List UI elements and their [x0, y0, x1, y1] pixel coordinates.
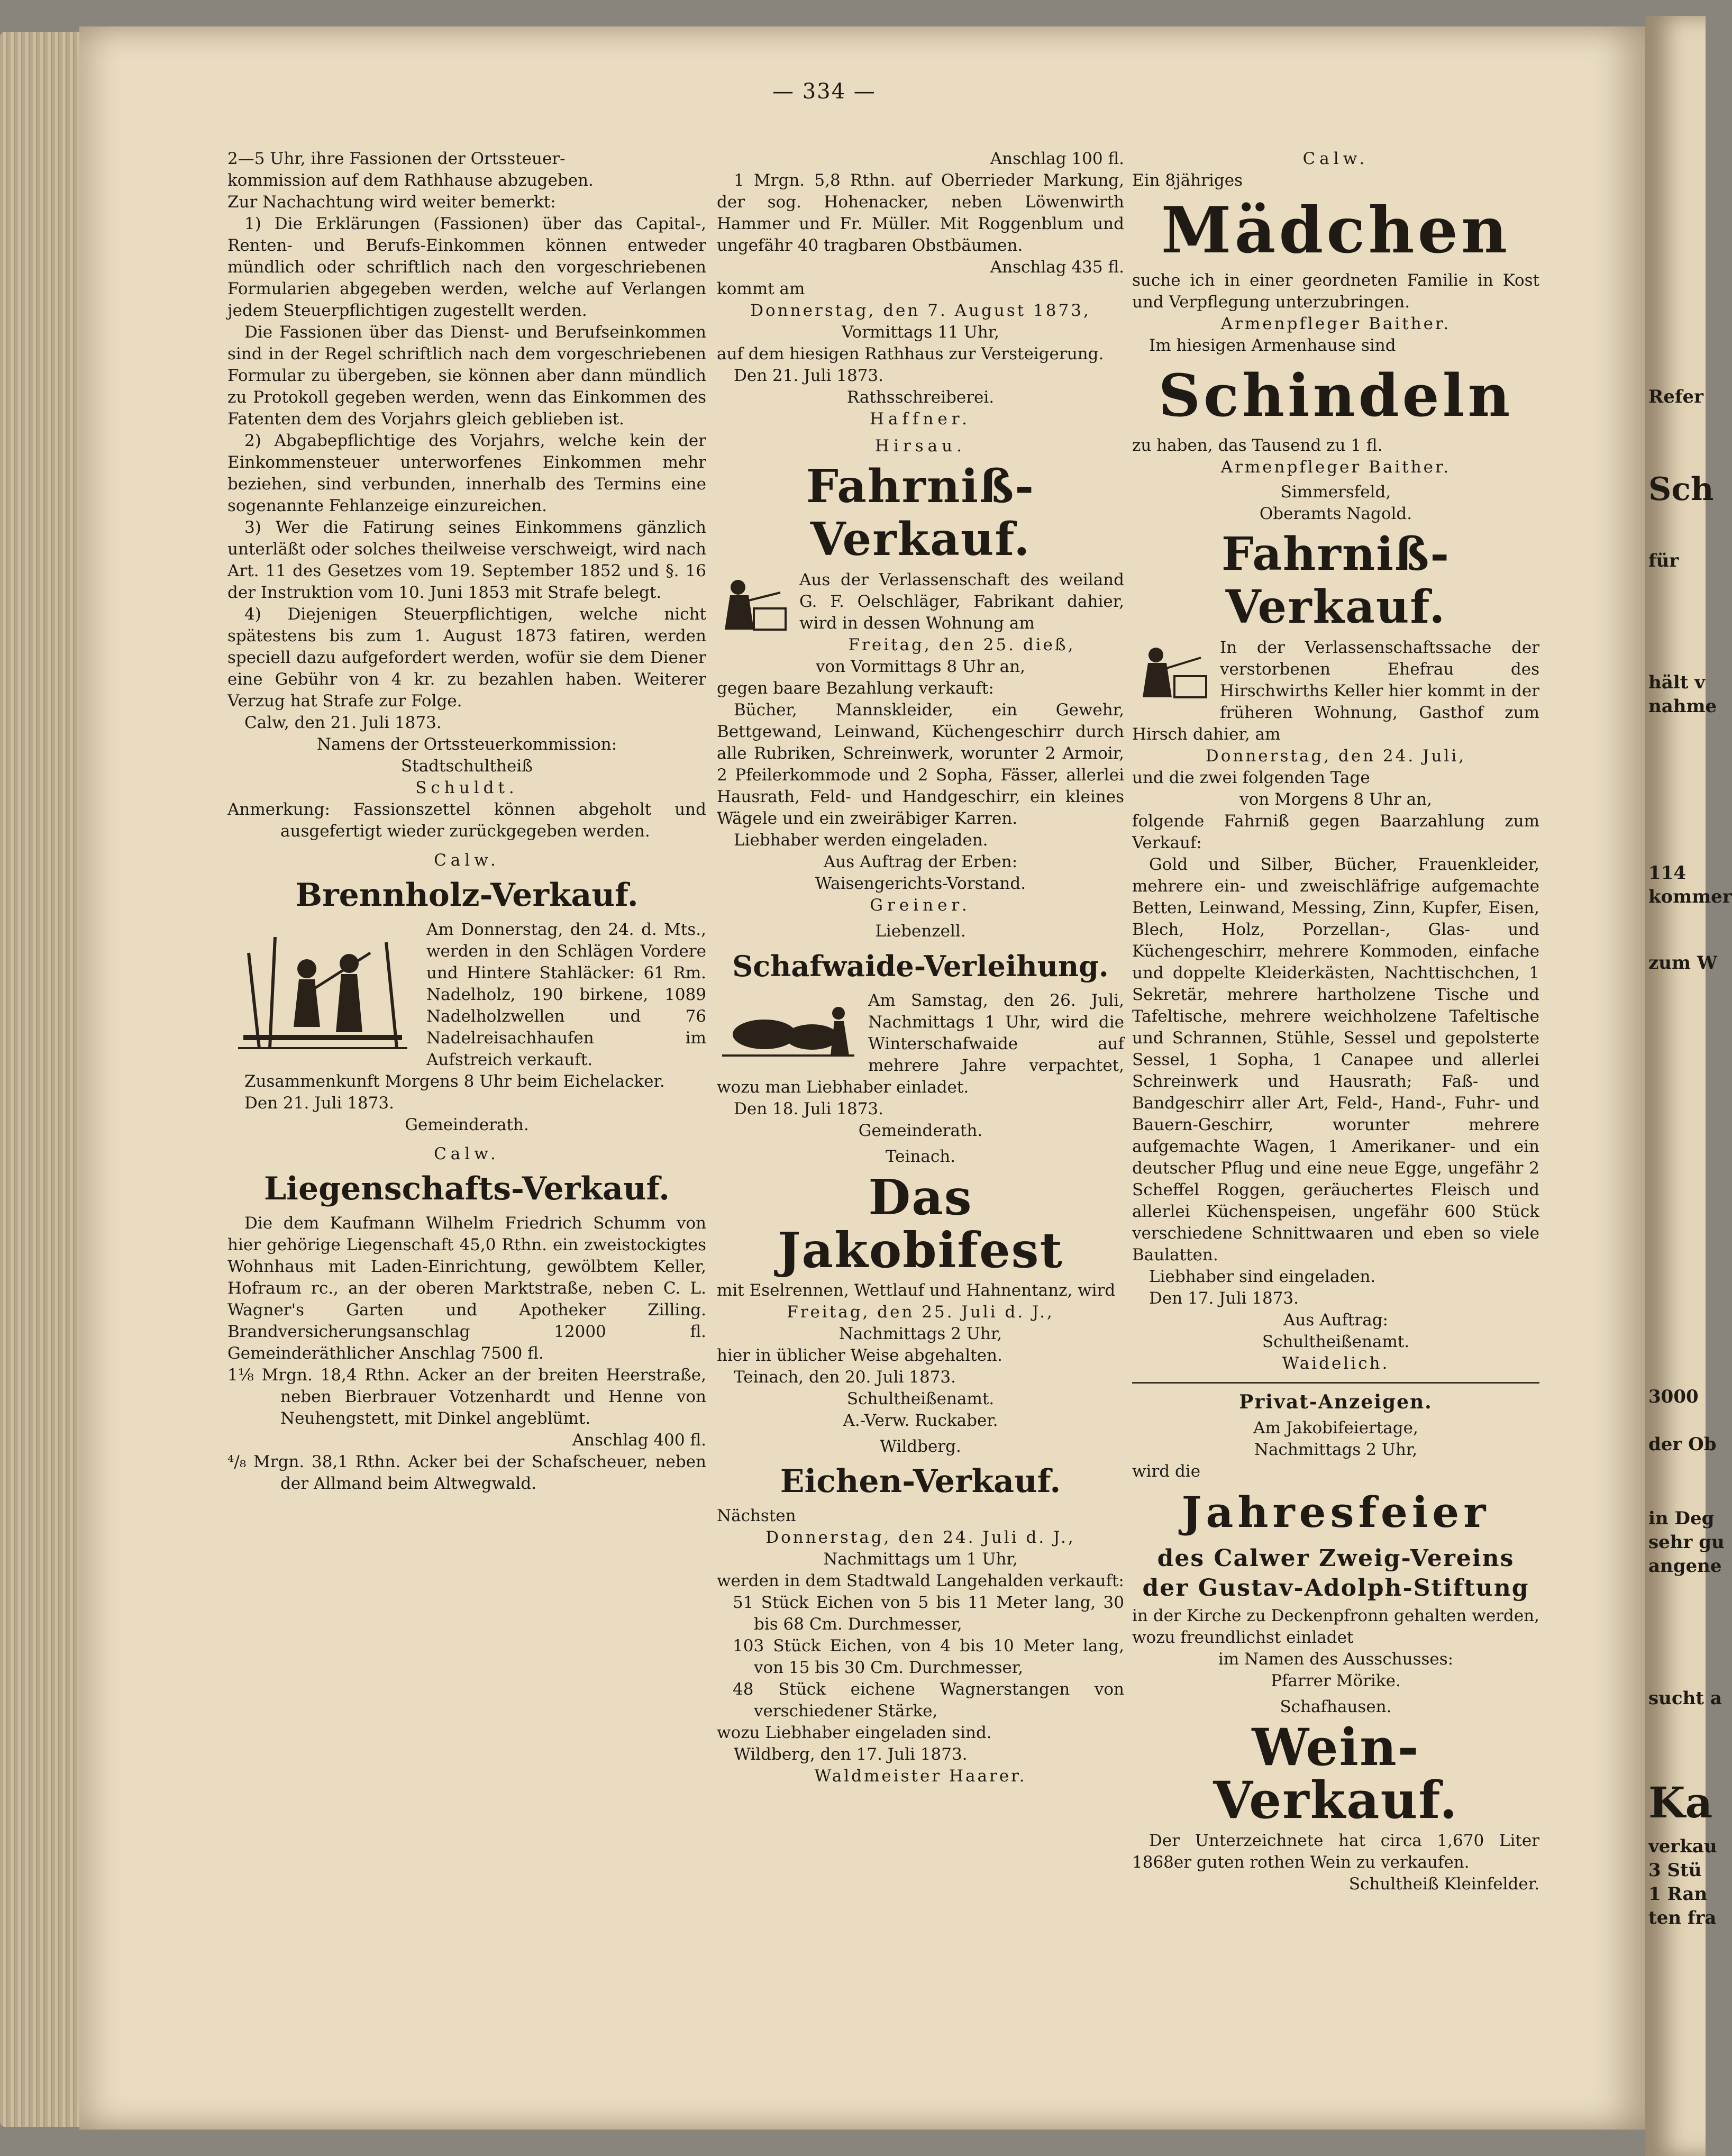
fragment: 114 [1648, 862, 1686, 884]
place-heading: Calw. [1302, 149, 1369, 168]
paragraph: In der Verlassenschaftssache der verstorbenen Ehefrau des Hirschwirths Keller hier kommt in der früheren Wohnung, Gasthof zum Hirsch dahier, am [1132, 638, 1539, 744]
fragment: hält v [1648, 672, 1705, 693]
time-line: Nachmittags 2 Uhr, [1254, 1440, 1418, 1459]
place-heading: Wildberg. [880, 1437, 961, 1456]
paragraph: werden in dem Stadtwald Langehalden verkauft: [717, 1571, 1124, 1590]
fragment: verkau [1648, 1836, 1717, 1857]
dateline: Den 17. Juli 1873. [1149, 1289, 1299, 1308]
paragraph: Bücher, Mannskleider, ein Gewehr, Bettgewand, Leinwand, Küchengeschirr durch alle Rubriken, Schreinwerk, worunter 2 Armoir, 2 Pfeilerkommode und 2 Sopha, Fässer, allerlei Hausrath, Feld- und Handgeschirr, ein kleines Wägele und ein zweiräbiger Karren. [717, 701, 1124, 828]
ad-heading-fahrnis: Fahrniß-Verkauf. [806, 460, 1035, 566]
price-line: Anschlag 100 fl. [990, 149, 1124, 168]
note: Anmerkung: Fassionszettel können abgeholt und ausgefertigt wieder zurückgegeben werden. [227, 800, 706, 841]
list-item: 51 Stück Eichen von 5 bis 11 Meter lang, 30 bis 68 Cm. Durchmesser, [733, 1593, 1124, 1634]
text-line: Liebhaber sind eingeladen. [1149, 1267, 1376, 1286]
fragment: 3000 [1648, 1386, 1699, 1407]
fragment: Ka [1648, 1778, 1713, 1827]
place-heading: Hirsau. [875, 436, 966, 456]
place-heading: Calw. [434, 1144, 500, 1163]
auctioneer-icon [1132, 639, 1211, 703]
text-line: gegen baare Bezahlung verkauft: [717, 679, 994, 698]
ad-heading-schindeln: Schindeln [1158, 361, 1514, 430]
signature-line: Aus Auftrag: [1283, 1311, 1388, 1330]
fragment: sucht a [1648, 1688, 1722, 1709]
paragraph: 2) Abgabepflichtige des Vorjahrs, welche kein der Einkommensteuer unterworfenes Einkommen mehr beziehen, sind verbunden, innerhalb des Termins eine sogenannte Fehlanzeige einzureichen. [227, 431, 706, 515]
ad-heading-jahresfeier: Jahresfeier [1181, 1487, 1490, 1537]
signature-line: Aus Auftrag der Erben: [823, 852, 1018, 871]
place-heading: Liebenzell. [875, 922, 966, 941]
signature-name: Waidelich. [1282, 1354, 1390, 1373]
section-divider [1132, 1382, 1539, 1384]
auction-illustration [717, 571, 791, 635]
date-line: Freitag, den 25. Juli d. J., [787, 1303, 1054, 1322]
fragment: für [1648, 550, 1679, 571]
ad-heading-wein: Wein-Verkauf. [1213, 1717, 1458, 1830]
column-left [227, 148, 706, 1495]
signature-name: Pfarrer Mörike. [1271, 1671, 1401, 1690]
ad-subheading-verein: des Calwer Zweig-Vereins der Gustav-Adolph-Stiftung [1142, 1545, 1529, 1602]
text-line: hier in üblicher Weise abgehalten. [717, 1346, 1002, 1365]
page-number: — 334 — [772, 79, 876, 104]
date-line: Donnerstag, den 24. Juli, [1205, 747, 1466, 766]
fragment: angene [1648, 1555, 1722, 1577]
paragraph: Zusammenkunft Morgens 8 Uhr beim Eichelacker. [244, 1072, 665, 1091]
dateline: Calw, den 21. Juli 1873. [244, 713, 442, 732]
date-line: Freitag, den 25. dieß, [848, 635, 1075, 654]
column-middle [717, 148, 1124, 1787]
text-line: zu haben, das Tausend zu 1 fl. [1132, 436, 1383, 455]
auctioneer-icon [717, 571, 791, 635]
signature-name: Waldmeister Haarer. [814, 1767, 1027, 1786]
ad-heading-maedchen: Mädchen [1161, 193, 1511, 268]
signature-name: Schultheiß Kleinfelder. [1348, 1875, 1539, 1894]
price-line: Anschlag 400 fl. [572, 1431, 706, 1450]
time-line: Nachmittags 2 Uhr, [838, 1324, 1002, 1343]
date-line: Donnerstag, den 7. August 1873, [750, 301, 1091, 320]
price-line: Anschlag 435 fl. [990, 258, 1124, 277]
fragment: sehr gu [1648, 1532, 1725, 1553]
dateline: Den 21. Juli 1873. [244, 1094, 394, 1113]
signature-name: Haffner. [869, 410, 972, 429]
text-line: Am Jakobifeiertage, [1253, 1418, 1418, 1438]
place-subheading: Oberamts Nagold. [1259, 504, 1412, 523]
signature-line: Rathsschreiberei. [846, 388, 995, 407]
text-line: wird die [1132, 1462, 1201, 1481]
sheep-icon [717, 992, 860, 1061]
paragraph: 1⅛ Mrgn. 18,4 Rthn. Acker an der breiten Heerstraße, neben Bierbrauer Votzenhardt und Henne von Neuhengstett, mit Dinkel angeblümt. [227, 1366, 706, 1428]
text-line: Ein 8jähriges [1132, 171, 1243, 190]
paragraph: ⁴/₈ Mrgn. 38,1 Rthn. Acker bei der Schafscheuer, neben der Allmand beim Altwegwald. [227, 1452, 706, 1493]
fragment: Sch [1648, 471, 1714, 508]
place-heading: Calw. [434, 851, 500, 870]
paragraph: in der Kirche zu Deckenpfronn gehalten werden, wozu freundlichst einladet [1132, 1606, 1539, 1647]
signature-line: Schultheißenamt. [846, 1389, 995, 1408]
dateline: Teinach, den 20. Juli 1873. [734, 1368, 956, 1387]
auction-illustration [1132, 639, 1211, 703]
place-heading: Teinach. [885, 1147, 956, 1166]
fragment: kommer [1648, 886, 1732, 907]
place-heading: Schafhausen. [1280, 1697, 1392, 1716]
paragraph: Am Donnerstag, den 24. d. Mts., werden in den Schlägen Vordere und Hintere Stahläcker: 61 Rm. Nadelholz, 190 birkene, 1089 Nadelholzwellen und 76 Nadelreisachhaufen im Aufstreich verkauft. [426, 920, 706, 1069]
paragraph: mit Eselrennen, Wettlauf und Hahnentanz, wird [717, 1281, 1116, 1300]
ad-heading-eichen: Eichen-Verkauf. [780, 1463, 1061, 1500]
signature-name: Armenpfleger Baither. [1220, 314, 1451, 333]
text-line: wozu Liebhaber eingeladen sind. [717, 1723, 992, 1742]
date-line: Donnerstag, den 24. Juli d. J., [765, 1528, 1075, 1547]
section-heading-private-ads: Privat-Anzeigen. [1239, 1391, 1433, 1413]
signature-line: im Namen des Ausschusses: [1218, 1650, 1454, 1669]
paragraph: 3) Wer die Fatirung seines Einkommens gänzlich unterläßt oder solches theilweise verschweigt, wird nach Art. 11 des Gesetzes vom 19. September 1852 und §. 16 der Instruktion vom 10. Juni 1853 mit Strafe belegt. [227, 518, 706, 602]
paragraph: Die dem Kaufmann Wilhelm Friedrich Schumm von hier gehörige Liegenschaft 45,0 Rthn. ein zweistockigtes Wohnhaus mit Laden-Einrichtung, gewölbtem Keller, Hofraum rc., an der oberen Marktstraße, neben C. L. Wagner's Garten und Apotheker Zilling. Brandversicherungsanschlag 12000 fl. Gemeinderäthlicher Anschlag 7500 fl. [227, 1214, 706, 1363]
woodcutters-icon [227, 921, 418, 1053]
ad-heading-liegenschaft: Liegenschafts-Verkauf. [263, 1170, 670, 1207]
list-item: 103 Stück Eichen, von 4 bis 10 Meter lang, von 15 bis 30 Cm. Durchmesser, [733, 1636, 1124, 1677]
dateline: Den 18. Juli 1873. [734, 1099, 883, 1118]
fragment: ten fra [1648, 1907, 1717, 1928]
text-line: kommt am [717, 279, 805, 298]
text-line: Im hiesigen Armenhause sind [1149, 336, 1396, 355]
time-line: von Morgens 8 Uhr an, [1239, 790, 1432, 809]
place-heading: Simmersfeld, [1280, 483, 1391, 502]
paragraph: Die Fassionen über das Dienst- und Berufseinkommen sind in der Regel schriftlich nach dem vorgeschriebenen Formular zu übergeben, sie können aber dann mündlich zu Protokoll gegeben werden, wenn das Einkommen des Fatenten dem des Vorjahrs gleich geblieben ist. [227, 323, 706, 429]
paragraph: suche ich in einer geordneten Familie in Kost und Verpflegung unterzubringen. [1132, 271, 1539, 312]
paragraph: Aus der Verlassenschaft des weiland G. F. Oelschläger, Fabrikant dahier, wird in dessen Wohnung am [799, 570, 1124, 633]
signature-line: Stadtschultheiß [401, 757, 533, 776]
fragment: 3 Stü [1648, 1860, 1702, 1881]
time-line: Vormittags 11 Uhr, [842, 323, 999, 342]
fragment: 1 Ran [1648, 1884, 1708, 1905]
time-line: von Vormittags 8 Uhr an, [816, 657, 1025, 676]
paragraph: 1 Mrgn. 5,8 Rthn. auf Oberrieder Markung, der sog. Hohenacker, neben Löwenwirth Hammer und Fr. Müller. Mit Roggenblum und ungefähr 40 tragbaren Obstbäumen. [717, 171, 1124, 255]
fragment: zum W [1648, 952, 1718, 974]
signature-name: A.-Verw. Ruckaber. [843, 1411, 998, 1430]
signature-line: Schultheißenamt. [1262, 1332, 1410, 1351]
ad-heading-schafwaide: Schafwaide-Verleihung. [732, 949, 1109, 983]
paragraph: 1) Die Erklärungen (Fassionen) über das Capital-, Renten- und Berufs-Einkommen können entweder mündlich oder schriftlich nach den vorgeschriebenen Formularien abgegeben werden, welche auf Verlangen jedem Steuerpflichtigen zugestellt werden. [227, 214, 706, 320]
text-line: und die zwei folgenden Tage [1132, 768, 1370, 787]
text-line: kommission auf dem Rathhause abzugeben. [227, 171, 594, 190]
signature-line: Gemeinderath. [405, 1115, 529, 1134]
paragraph: Der Unterzeichnete hat circa 1,670 Liter 1868er guten rothen Wein zu verkaufen. [1132, 1831, 1539, 1872]
woodcutters-illustration [227, 921, 418, 1053]
shepherd-illustration [717, 992, 860, 1061]
paragraph: Am Samstag, den 26. Juli, Nachmittags 1 Uhr, wird die Winterschafwaide auf mehrere Jahre verpachtet, wozu man Liebhaber einladet. [717, 991, 1124, 1097]
text-line: Liebhaber werden eingeladen. [734, 831, 988, 850]
text-line: Nächsten [717, 1506, 796, 1525]
dateline: Den 21. Juli 1873. [734, 366, 883, 385]
list-item: 48 Stück eichene Wagnerstangen von verschiedener Stärke, [733, 1680, 1124, 1721]
ad-heading-brennholz: Brennholz-Verkauf. [295, 877, 639, 914]
ad-heading-jakobifest: Das Jakobifest [778, 1169, 1063, 1279]
fragment: in Deg [1648, 1508, 1715, 1529]
signature-name: Schuldt. [415, 778, 518, 797]
signature-name: Greiner. [870, 896, 971, 915]
facing-page-fragment [1645, 16, 1732, 2156]
signature-line: Namens der Ortssteuerkommission: [316, 735, 617, 754]
text-line: Zur Nachachtung wird weiter bemerkt: [227, 193, 556, 212]
paragraph: folgende Fahrniß gegen Baarzahlung zum Verkauf: [1132, 812, 1539, 852]
book-edge [0, 32, 79, 2127]
paragraph: Gold und Silber, Bücher, Frauenkleider, mehrere ein- und zweischläfrige aufgemachte Betten, Leinwand, Messing, Zinn, Kupfer, Eisen, Blech, Holz, Porzellan-, Glas- und Küchengeschirr, mehrere Kommoden, einfache und doppelte Kleiderkästen, Nachttischchen, 1 Sekretär, mehrere hartholzene Tische und Tafeltische, mehrere weichholzene Tafeltische und Schrannen, Stühle, Sessel und gepolsterte Sessel, 1 Sopha, 1 Canapee und allerlei Schreinwerk und Hausrath; Faß- und Bandgeschirr aller Art, Feld-, Hand-, Fuhr- und Bauern-Geschirr, worunter mehrere aufgemachte Wagen, 1 Amerikaner- und ein deutscher Pflug und eine neue Egge, ungefähr 2 Scheffel Roggen, geräuchertes Fleisch und allerlei Küchenspeisen, ungefähr 600 Stück verschiedene Schnittwaaren und eben so viele Baulatten. [1132, 855, 1539, 1265]
signature-line: Waisengerichts-Vorstand. [815, 874, 1026, 893]
signature-name: Armenpfleger Baither. [1220, 458, 1451, 477]
time-line: Nachmittags um 1 Uhr, [823, 1550, 1018, 1569]
fragment: nahme [1648, 696, 1717, 717]
fragment: der Ob [1648, 1434, 1717, 1455]
column-right [1132, 148, 1539, 1895]
paragraph: auf dem hiesigen Rathhaus zur Versteigerung. [717, 344, 1104, 363]
fragment: Refer [1648, 386, 1704, 407]
dateline: Wildberg, den 17. Juli 1873. [734, 1745, 968, 1764]
paragraph: 4) Diejenigen Steuerpflichtigen, welche nicht spätestens bis zum 1. August 1873 fatiren, werden speciell dazu aufgefordert werden, wofür sie dem Diener eine Gebühr von 4 kr. zu bezahlen haben. Weiterer Verzug hat Strafe zur Folge. [227, 605, 706, 711]
text-line: 2—5 Uhr, ihre Fassionen der Ortssteuer- [227, 149, 566, 168]
signature-line: Gemeinderath. [858, 1121, 983, 1140]
ad-heading-fahrnis-2: Fahrniß-Verkauf. [1221, 527, 1451, 634]
